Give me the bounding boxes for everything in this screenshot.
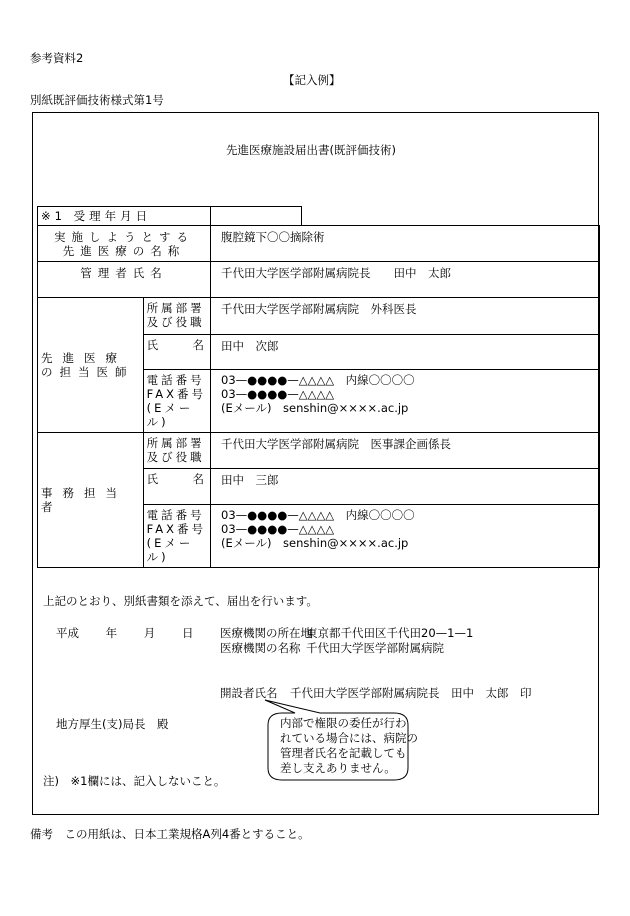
statement: 上記のとおり、別紙書類を添えて、届出を行います。 bbox=[43, 594, 318, 608]
office-group-label: 事務担当者 bbox=[38, 433, 144, 568]
receipt-date-label: ※1 受理年月日 bbox=[38, 207, 211, 226]
tech-name-value: 腹腔鏡下〇〇摘除術 bbox=[211, 226, 600, 262]
doctor-group-label: 先進医療 の担当医師 bbox=[38, 298, 144, 433]
reference-label: 参考資料2 bbox=[30, 51, 84, 65]
founder-value: 千代田大学医学部附属病院長 田中 太郎 印 bbox=[290, 686, 532, 700]
doctor-dept-label: 所属部署 及び役職 bbox=[143, 298, 210, 335]
doctor-name-value: 田中 次郎 bbox=[211, 335, 600, 370]
office-dept-label: 所属部署 及び役職 bbox=[143, 433, 210, 469]
institution-name-label: 医療機関の名称 bbox=[220, 641, 301, 655]
note: 注) ※1欄には、記入しないこと。 bbox=[43, 774, 226, 788]
founder-label: 開設者氏名 bbox=[220, 686, 278, 700]
footer-remark: 備考 この用紙は、日本工業規格A列4番とすること。 bbox=[30, 827, 310, 841]
doctor-dept-value: 千代田大学医学部附属病院 外科医長 bbox=[211, 298, 600, 335]
doctor-contact-label: 電話番号 FAX番号 (Eメール) bbox=[143, 370, 210, 433]
callout-text: 内部で権限の委任が行わ れている場合には、病院の 管理者氏名を記載しても 差し支えありません。 bbox=[280, 716, 418, 775]
office-name-value: 田中 三郎 bbox=[211, 469, 600, 505]
doctor-contact-value: 03—●●●●—△△△△ 内線〇〇〇〇 03—●●●●—△△△△ (Eメール) senshin@××××.ac.jp bbox=[211, 370, 600, 433]
office-contact-value: 03—●●●●—△△△△ 内線〇〇〇〇 03—●●●●—△△△△ (Eメール) senshin@××××.ac.jp bbox=[211, 505, 600, 568]
admin-name-label: 管理者氏名 bbox=[38, 262, 211, 298]
location-label: 医療機関の所在地 bbox=[220, 626, 312, 640]
office-contact-label: 電話番号 FAX番号 (Eメール) bbox=[143, 505, 210, 568]
institution-name-value: 千代田大学医学部附属病院 bbox=[306, 641, 444, 655]
doctor-name-label: 氏 名 bbox=[143, 335, 210, 370]
addressee: 地方厚生(支)局長 殿 bbox=[56, 717, 169, 731]
admin-name-value: 千代田大学医学部附属病院長 田中 太郎 bbox=[211, 262, 600, 298]
form-title: 先進医療施設届出書(既評価技術) bbox=[226, 143, 396, 157]
office-dept-value: 千代田大学医学部附属病院 医事課企画係長 bbox=[211, 433, 600, 469]
location-value: 東京都千代田区千代田20—1—1 bbox=[306, 626, 474, 640]
tech-name-label: 実施しようとする 先進医療の名称 bbox=[38, 226, 211, 262]
example-label: 【記入例】 bbox=[283, 73, 341, 87]
date-line: 平成 年 月 日 bbox=[56, 626, 194, 640]
form-number: 別紙既評価技術様式第1号 bbox=[30, 93, 164, 107]
office-name-label: 氏 名 bbox=[143, 469, 210, 505]
